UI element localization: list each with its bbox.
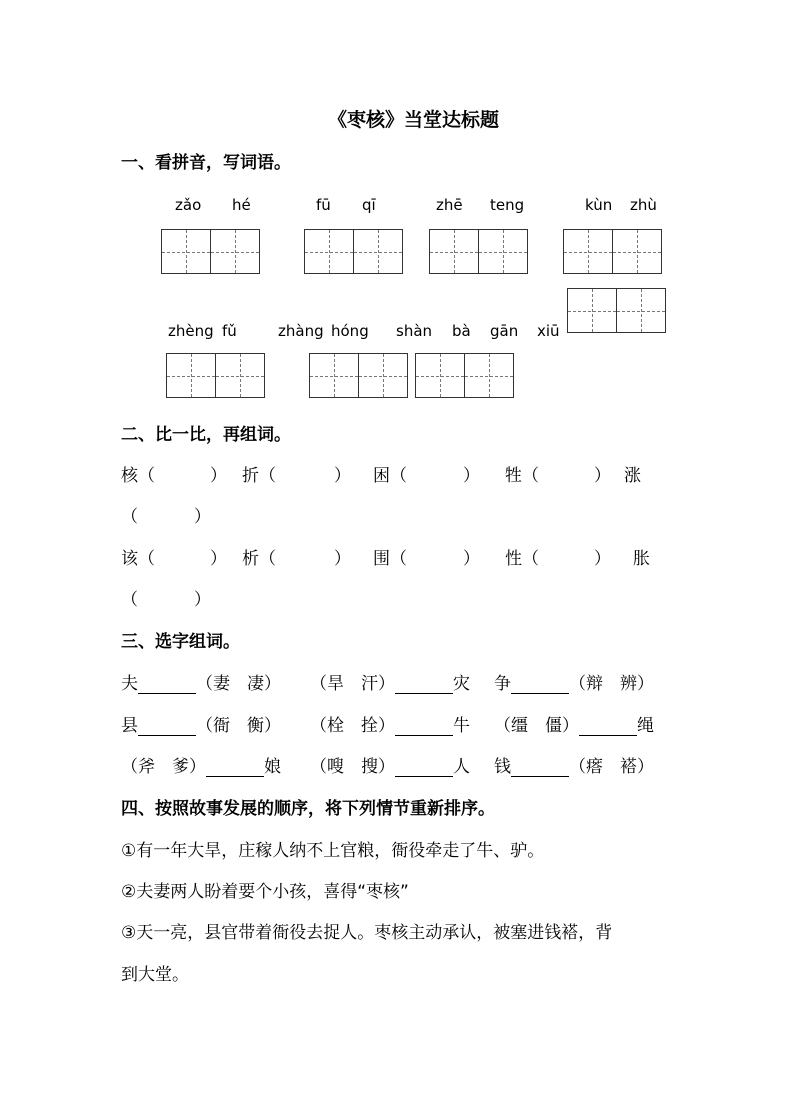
- pinyin: fū: [316, 196, 331, 214]
- plot-item-continued: 到大堂。: [121, 965, 189, 985]
- answer-blank[interactable]: [395, 758, 453, 777]
- fill-item: （旱 汗） 灾: [310, 674, 470, 694]
- writing-grid[interactable]: [304, 229, 403, 274]
- answer-blank[interactable]: [138, 717, 196, 736]
- pinyin: hé: [232, 196, 251, 214]
- char-item: 核（: [121, 466, 155, 486]
- paren-close: ）: [463, 466, 480, 486]
- paren-close: ）: [594, 466, 611, 486]
- pinyin: zǎo: [175, 196, 202, 214]
- writing-grid[interactable]: [429, 229, 528, 274]
- paren-open: （: [121, 507, 138, 527]
- section1-heading: 一、看拼音，写词语。: [121, 153, 291, 173]
- writing-grid[interactable]: [563, 229, 662, 274]
- pinyin: zhàng: [278, 322, 324, 340]
- pinyin: zhèng: [168, 322, 214, 340]
- pinyin: teng: [490, 196, 525, 214]
- char-item: 该（: [121, 549, 155, 569]
- fill-item: （斧 爹） 娘: [121, 757, 281, 777]
- paren-close: ）: [334, 466, 351, 486]
- fill-item: 钱 （瘩 褡）: [494, 757, 654, 777]
- writing-grid[interactable]: [415, 353, 514, 398]
- writing-grid[interactable]: [166, 353, 265, 398]
- section2-heading: 二、比一比，再组词。: [121, 425, 291, 445]
- answer-blank[interactable]: [511, 758, 569, 777]
- writing-grid[interactable]: [161, 229, 260, 274]
- plot-item: ②夫妻两人盼着要个小孩，喜得“枣核”: [121, 882, 409, 902]
- char-item: 胀: [633, 549, 650, 569]
- paren-close: ）: [194, 507, 211, 527]
- plot-item: ③天一亮，县官带着衙役去捉人。枣核主动承认，被塞进钱褡，背: [121, 923, 613, 943]
- fill-item: 争 （辩 辨）: [494, 674, 654, 694]
- paren-close: ）: [463, 549, 480, 569]
- paren-close: ）: [594, 549, 611, 569]
- answer-blank[interactable]: [511, 675, 569, 694]
- pinyin: zhē: [436, 196, 463, 214]
- char-item: 涨: [624, 466, 641, 486]
- pinyin: shàn: [396, 322, 433, 340]
- pinyin: zhù: [630, 196, 657, 214]
- answer-blank[interactable]: [579, 717, 637, 736]
- pinyin: gān: [490, 322, 519, 340]
- section3-heading: 三、选字组词。: [121, 632, 240, 652]
- pinyin: fǔ: [222, 322, 237, 340]
- fill-item: 县 （衙 衡）: [121, 716, 281, 736]
- paren-close: ）: [210, 466, 227, 486]
- char-item: 析（: [242, 549, 276, 569]
- char-item: 性（: [505, 549, 539, 569]
- char-item: 折（: [242, 466, 276, 486]
- answer-blank[interactable]: [138, 675, 196, 694]
- char-item: 牲（: [505, 466, 539, 486]
- answer-blank[interactable]: [395, 717, 453, 736]
- fill-item: 夫 （妻 凄）: [121, 674, 281, 694]
- fill-item: （栓 拴） 牛: [310, 716, 470, 736]
- pinyin: kùn: [585, 196, 613, 214]
- pinyin: bà: [452, 322, 471, 340]
- writing-grid[interactable]: [567, 288, 666, 333]
- fill-item: （缰 僵） 绳: [494, 716, 654, 736]
- fill-item: （嗖 搜） 人: [310, 757, 470, 777]
- writing-grid[interactable]: [309, 353, 408, 398]
- section4-heading: 四、按照故事发展的顺序，将下列情节重新排序。: [121, 799, 495, 819]
- char-item: 围（: [373, 549, 407, 569]
- pinyin: xiū: [537, 322, 560, 340]
- paren-close: ）: [210, 549, 227, 569]
- char-item: 困（: [373, 466, 407, 486]
- paren-close: ）: [194, 590, 211, 610]
- paren-open: （: [121, 590, 138, 610]
- paren-close: ）: [334, 549, 351, 569]
- plot-item: ①有一年大旱，庄稼人纳不上官粮，衙役牵走了牛、驴。: [121, 841, 545, 861]
- answer-blank[interactable]: [206, 758, 264, 777]
- pinyin: qī: [362, 196, 376, 214]
- pinyin: hóng: [331, 322, 369, 340]
- answer-blank[interactable]: [395, 675, 453, 694]
- page-title: 《枣核》当堂达标题: [328, 109, 500, 131]
